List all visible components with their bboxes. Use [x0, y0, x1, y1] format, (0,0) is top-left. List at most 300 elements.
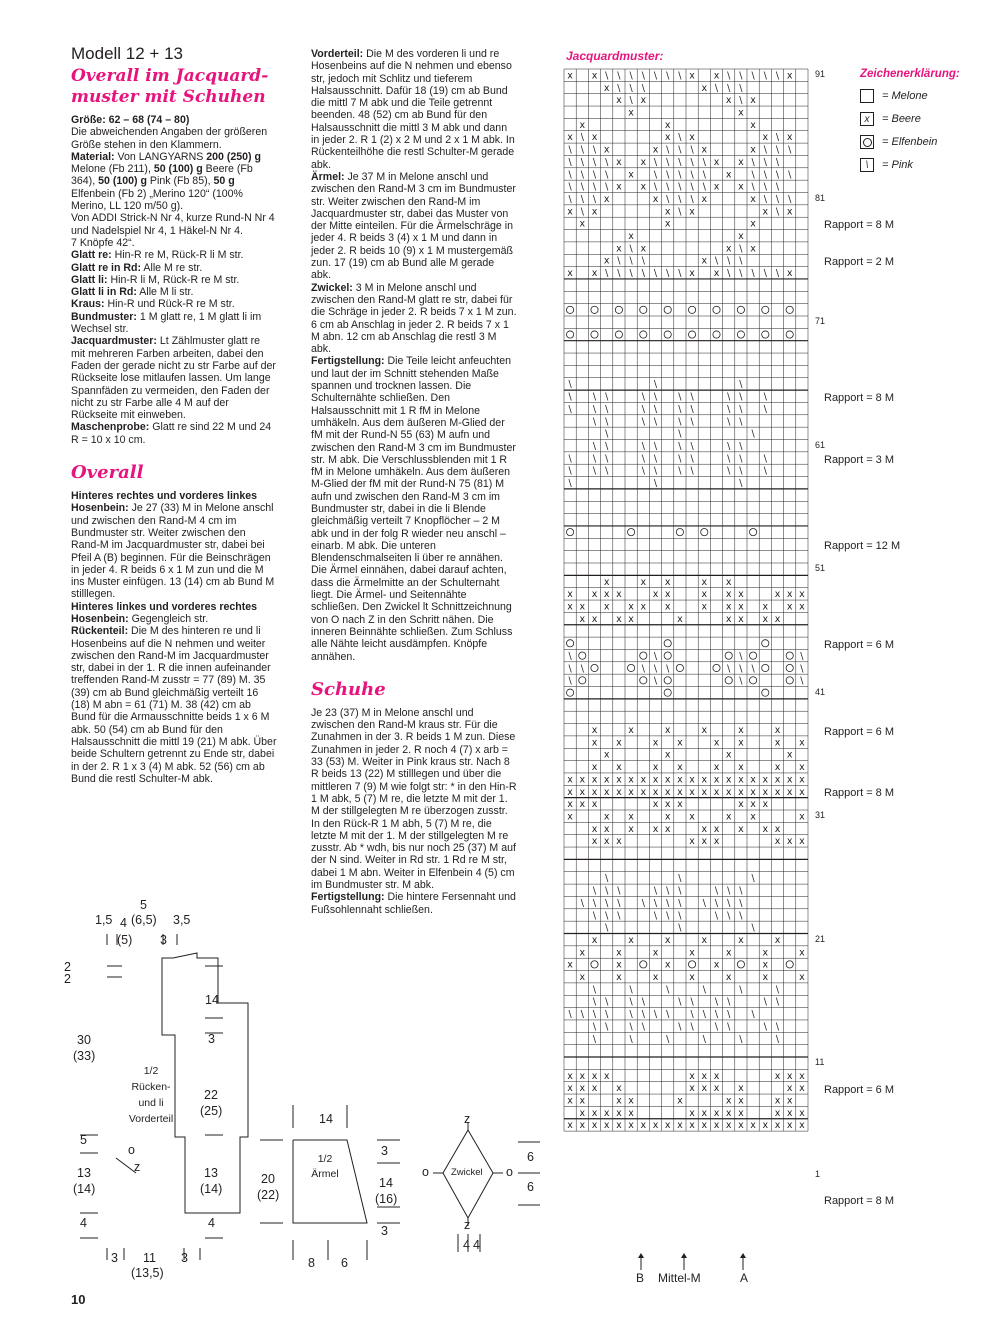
cell-pink: \	[739, 95, 743, 107]
cell-pink: \	[629, 95, 633, 107]
paragraph	[71, 625, 277, 785]
cell-pink: \	[617, 82, 621, 94]
cell-beere: x	[616, 1120, 622, 1132]
front-sleeve-finishing	[311, 48, 517, 663]
cell-pink: \	[641, 255, 645, 267]
cell-beere: x	[750, 144, 756, 156]
left-column	[71, 44, 277, 785]
cell-pink: \	[617, 255, 621, 267]
cell-pink: \	[629, 984, 633, 996]
cell-elfenbein	[567, 529, 574, 536]
cell-pink: \	[629, 1021, 633, 1033]
cell-pink: \	[739, 650, 743, 662]
cell-pink: \	[775, 193, 780, 205]
cell-pink: \	[678, 70, 682, 82]
cell-pink: \	[568, 403, 572, 415]
cell-beere: x	[603, 749, 610, 761]
cell-beere: x	[738, 231, 744, 243]
paragraph-key: Zwickel:	[311, 281, 353, 294]
cell-elfenbein	[664, 689, 671, 696]
arrow-a-label: A	[740, 1271, 749, 1285]
cell-beere: x	[652, 762, 659, 774]
cell-beere: x	[591, 725, 598, 737]
cell-beere: x	[567, 70, 573, 82]
paragraph-key: Maschenprobe:	[71, 421, 150, 434]
cell-pink: \	[653, 268, 658, 280]
cell-pink: \	[678, 206, 682, 218]
paragraph-key: Glatt li in Rd:	[71, 286, 137, 299]
cell-pink: \	[568, 1009, 572, 1021]
cell-elfenbein	[567, 640, 574, 647]
cell-pink: \	[641, 82, 645, 94]
cell-pink: \	[605, 440, 609, 452]
cell-beere: x	[713, 1083, 720, 1095]
cell-pink: \	[580, 132, 584, 144]
cell-beere: x	[616, 972, 622, 984]
dim-30: 30	[77, 1033, 91, 1047]
cell-pink: \	[592, 144, 597, 156]
cell-beere: x	[786, 206, 793, 218]
legend-symbol: x	[860, 112, 874, 126]
cell-beere: x	[640, 601, 647, 613]
cell-beere: x	[750, 119, 756, 131]
cell-beere: x	[664, 576, 671, 588]
paragraph-text: Hin-R und Rück-R re M str.	[104, 298, 235, 311]
cell-beere: x	[786, 268, 793, 280]
cell-pink: \	[678, 922, 682, 934]
cell-pink: \	[568, 169, 572, 181]
cell-beere: x	[616, 836, 622, 848]
cell-pink: \	[763, 453, 767, 465]
cell-pink: \	[653, 478, 658, 490]
cell-pink: \	[653, 181, 658, 193]
cell-pink: \	[653, 416, 658, 428]
cell-beere: x	[689, 70, 695, 82]
bold-run: 50 (100) g	[153, 163, 203, 176]
cell-pink: \	[739, 416, 743, 428]
paragraph	[71, 274, 277, 286]
paragraph-key: Hinteres rechtes und vorderes linkes Hosenbein:	[71, 490, 258, 515]
buttons-text: 7 Knöpfe 42“.	[71, 236, 135, 249]
sleeve-dim-3b: 3	[381, 1224, 388, 1238]
cell-pink: \	[605, 885, 609, 897]
cell-pink: \	[666, 897, 670, 909]
cell-beere: x	[762, 1120, 769, 1132]
cell-pink: \	[653, 910, 658, 922]
paragraph-text: Alle M re str.	[141, 261, 203, 274]
row-number: 21	[815, 933, 826, 944]
paragraph-text: Gegengleich str.	[128, 612, 209, 625]
piece-label-3: und li	[138, 1097, 164, 1109]
cell-beere: x	[738, 1083, 744, 1095]
cell-pink: \	[605, 897, 609, 909]
cell-beere: x	[677, 774, 683, 786]
cell-pink: \	[775, 984, 780, 996]
cell-pink: \	[629, 1033, 633, 1045]
cell-pink: \	[653, 379, 658, 391]
bold-run: 50 (100) g	[98, 175, 147, 188]
paragraph	[311, 171, 517, 282]
dim-4: 4	[120, 916, 127, 930]
paragraph-key: Vorderteil:	[311, 48, 364, 60]
cell-elfenbein	[579, 652, 586, 659]
cell-beere: x	[567, 1120, 573, 1132]
cell-beere: x	[799, 836, 805, 848]
cell-beere: x	[725, 1120, 732, 1132]
cell-beere: x	[786, 1083, 793, 1095]
cell-elfenbein	[786, 652, 793, 659]
paragraph-key: Kraus:	[71, 298, 105, 311]
cell-pink: \	[727, 82, 731, 94]
cell-pink: \	[678, 193, 682, 205]
cell-pink: \	[702, 1033, 706, 1045]
cell-beere: x	[567, 786, 573, 798]
cell-pink: \	[568, 391, 572, 403]
cell-beere: x	[579, 1095, 586, 1107]
cell-pink: \	[678, 144, 682, 156]
cell-beere: x	[701, 725, 708, 737]
cell-pink: \	[775, 144, 780, 156]
gusset-z-bottom: z	[464, 1218, 471, 1232]
cell-beere: x	[677, 799, 683, 811]
paragraph	[311, 282, 517, 356]
cell-pink: \	[763, 169, 767, 181]
cell-pink: \	[678, 440, 682, 452]
cell-beere: x	[640, 576, 647, 588]
paragraph-text: Die M des vorderen li und re Hosenbeins auf die N nehmen und ebenso str, jedoch mit Schlitz und tieferem Halsausschnitt. Dafür 18 (19) cm ab Bund die mittl 7 M abk und die Teile getrennt beenden. 48 (52) cm ab Bund für den Halsausschnitt die mittl 3 M abk und dann in jeder 2. R 1 (2) x 2 M und 2 x 1 M abk. In Rückenteilhöhe die restl Schulter-M gerade abk.	[311, 48, 515, 171]
sleeve-dim-16: (16)	[375, 1192, 398, 1206]
cell-beere: x	[664, 823, 671, 835]
paragraph-key: Glatt li:	[71, 273, 108, 286]
cell-pink: \	[568, 478, 572, 490]
cell-elfenbein	[689, 331, 696, 338]
cell-beere: x	[567, 206, 573, 218]
gusset-label: Zwickel	[451, 1167, 483, 1178]
cell-beere: x	[640, 774, 647, 786]
cell-pink: \	[580, 206, 584, 218]
cell-beere: x	[799, 1070, 805, 1082]
cell-beere: x	[786, 774, 793, 786]
cell-pink: \	[568, 465, 572, 477]
cell-pink: \	[592, 193, 597, 205]
cell-beere: x	[664, 934, 671, 946]
cell-pink: \	[763, 268, 767, 280]
cell-beere: x	[738, 774, 744, 786]
row-number: 91	[815, 69, 826, 79]
cell-beere: x	[738, 107, 744, 119]
cell-beere: x	[725, 811, 732, 823]
cell-beere: x	[713, 786, 720, 798]
cell-pink: \	[568, 453, 572, 465]
cell-beere: x	[738, 762, 744, 774]
cell-beere: x	[774, 1070, 781, 1082]
legend-symbol: \	[860, 158, 874, 172]
cell-elfenbein	[762, 640, 769, 647]
sleeve-dim-3a: 3	[381, 1144, 388, 1158]
cell-beere: x	[567, 1095, 573, 1107]
cell-pink: \	[690, 996, 694, 1008]
cell-pink: \	[666, 663, 670, 675]
cell-pink: \	[666, 885, 670, 897]
cell-beere: x	[591, 268, 598, 280]
dim-13-5: (13,5)	[131, 1266, 164, 1280]
cell-pink: \	[580, 144, 584, 156]
jacquard-chart	[561, 66, 811, 1256]
cell-beere: x	[774, 774, 781, 786]
cell-beere: x	[786, 749, 793, 761]
cell-beere: x	[725, 243, 732, 255]
cell-pink: \	[605, 465, 609, 477]
cell-beere: x	[725, 613, 732, 625]
cell-elfenbein	[762, 331, 769, 338]
cell-beere: x	[616, 1107, 622, 1119]
cell-beere: x	[579, 799, 586, 811]
cell-pink: \	[727, 1021, 731, 1033]
paragraph-key: Ärmel:	[311, 170, 345, 183]
cell-beere: x	[603, 774, 610, 786]
page-number: 10	[71, 1292, 86, 1307]
cell-beere: x	[799, 589, 805, 601]
cell-beere: x	[762, 206, 769, 218]
rapport-label: Rapport = 3 M	[824, 453, 895, 466]
cell-pink: \	[629, 82, 633, 94]
cell-elfenbein	[689, 306, 696, 313]
cell-pink: \	[605, 1021, 609, 1033]
cell-beere: x	[689, 268, 695, 280]
sleeve-dim-20: 20	[261, 1172, 275, 1186]
cell-beere: x	[713, 1070, 720, 1082]
paragraph	[71, 311, 277, 336]
cell-pink: \	[629, 255, 633, 267]
cell-beere: x	[713, 181, 720, 193]
cell-beere: x	[725, 576, 732, 588]
cell-beere: x	[664, 601, 671, 613]
cell-pink: \	[666, 268, 670, 280]
cell-beere: x	[664, 206, 671, 218]
cell-pink: \	[666, 910, 670, 922]
cell-pink: \	[763, 144, 767, 156]
cell-pink: \	[739, 243, 743, 255]
cell-pink: \	[751, 156, 755, 168]
cell-elfenbein	[676, 664, 683, 671]
sleeve-label-1: 1/2	[317, 1153, 333, 1165]
cell-pink: \	[678, 403, 682, 415]
cell-beere: x	[689, 206, 695, 218]
cell-pink: \	[605, 403, 609, 415]
rapport-label: Rapport = 8 M	[824, 1194, 895, 1207]
paragraph	[71, 490, 277, 601]
cell-pink: \	[605, 428, 609, 440]
cell-pink: \	[580, 193, 584, 205]
cell-elfenbein	[786, 331, 793, 338]
piece-label-2: Rücken-	[131, 1081, 171, 1093]
dim-5-left: 5	[80, 1133, 87, 1147]
cell-beere: x	[701, 836, 708, 848]
cell-pink: \	[568, 144, 572, 156]
cell-beere: x	[603, 144, 610, 156]
cell-elfenbein	[786, 961, 793, 968]
cell-pink: \	[678, 169, 682, 181]
cell-beere: x	[701, 774, 708, 786]
cell-beere: x	[591, 589, 598, 601]
paragraph	[71, 421, 277, 446]
row-number: 1	[815, 1168, 821, 1179]
cell-beere: x	[591, 613, 598, 625]
cell-pink: \	[739, 391, 743, 403]
cell-pink: \	[653, 663, 658, 675]
cell-pink: \	[678, 132, 682, 144]
cell-elfenbein	[737, 961, 744, 968]
cell-beere: x	[725, 972, 732, 984]
cell-beere: x	[652, 589, 659, 601]
cell-elfenbein	[640, 306, 647, 313]
cell-pink: \	[653, 897, 658, 909]
cell-beere: x	[664, 119, 671, 131]
cell-pink: \	[592, 391, 597, 403]
sleeve-dim-8: 8	[308, 1256, 315, 1270]
cell-elfenbein	[640, 677, 647, 684]
cell-beere: x	[713, 1120, 720, 1132]
cell-beere: x	[616, 613, 622, 625]
cell-beere: x	[774, 737, 781, 749]
cell-pink: \	[739, 82, 743, 94]
cell-beere: x	[738, 1107, 744, 1119]
cell-beere: x	[664, 1120, 671, 1132]
cell-beere: x	[603, 1107, 610, 1119]
cell-pink: \	[653, 169, 658, 181]
cell-pink: \	[727, 897, 731, 909]
cell-beere: x	[628, 601, 634, 613]
cell-pink: \	[653, 440, 658, 452]
dim-25: (25)	[200, 1104, 223, 1118]
cell-pink: \	[714, 1009, 719, 1021]
cell-pink: \	[678, 416, 682, 428]
cell-pink: \	[714, 885, 719, 897]
cell-elfenbein	[713, 664, 720, 671]
cell-beere: x	[628, 811, 634, 823]
cell-pink: \	[592, 897, 597, 909]
cell-beere: x	[567, 589, 573, 601]
cell-beere: x	[579, 613, 586, 625]
cell-beere: x	[738, 1095, 744, 1107]
cell-beere: x	[652, 947, 659, 959]
cell-pink: \	[653, 465, 658, 477]
cell-beere: x	[591, 786, 598, 798]
cell-beere: x	[591, 70, 598, 82]
definitions	[71, 249, 277, 446]
cell-pink: \	[775, 181, 780, 193]
cell-elfenbein	[567, 689, 574, 696]
gusset-dim-4b: 4	[473, 1238, 480, 1252]
cell-beere: x	[579, 218, 586, 230]
cell-beere: x	[762, 132, 769, 144]
cell-beere: x	[774, 725, 781, 737]
cell-elfenbein	[701, 529, 708, 536]
legend-title: Zeichenerklärung:	[860, 68, 960, 80]
cell-beere: x	[677, 786, 683, 798]
legend-item	[860, 111, 960, 127]
point-o: o	[128, 1143, 135, 1157]
legend	[860, 68, 960, 180]
cell-beere: x	[567, 268, 573, 280]
paragraph-key: Fertigstellung:	[311, 891, 385, 904]
cell-beere: x	[652, 799, 659, 811]
cell-elfenbein	[664, 640, 671, 647]
cell-beere: x	[762, 799, 769, 811]
dim-3-bottom-a: 3	[111, 1251, 118, 1265]
cell-beere: x	[713, 762, 720, 774]
cell-beere: x	[603, 1070, 610, 1082]
cell-beere: x	[652, 786, 659, 798]
cell-pink: \	[653, 70, 658, 82]
cell-pink: \	[592, 984, 597, 996]
cell-elfenbein	[664, 652, 671, 659]
cell-pink: \	[702, 181, 706, 193]
cell-beere: x	[713, 156, 720, 168]
cell-elfenbein	[640, 961, 647, 968]
legend-item	[860, 88, 960, 104]
cell-pink: \	[580, 897, 584, 909]
cell-pink: \	[739, 465, 743, 477]
cell-beere: x	[799, 774, 805, 786]
cell-pink: \	[763, 403, 767, 415]
legend-label: = Pink	[882, 159, 913, 171]
legend-symbol	[860, 135, 874, 149]
cell-pink: \	[666, 1033, 670, 1045]
cell-beere: x	[750, 95, 756, 107]
cell-elfenbein	[591, 306, 598, 313]
cell-pink: \	[690, 156, 694, 168]
cell-pink: \	[751, 922, 755, 934]
cell-pink: \	[727, 465, 731, 477]
cell-beere: x	[774, 762, 781, 774]
cell-pink: \	[678, 181, 682, 193]
cell-pink: \	[641, 996, 645, 1008]
cell-beere: x	[701, 786, 708, 798]
cell-pink: \	[641, 1009, 645, 1021]
cell-pink: \	[690, 181, 694, 193]
paragraph-text: Je 27 (33) M in Melone anschl und zwischen den Rand-M 4 cm im Bundmuster str. Weiter zwischen den Rand-M im Jacquardmuster str, dabei bei Pfeil A (B) beginnen. Für die Beinschrägen in jeder 4. R beids 6 x 1 M zun und die M ins Muster einfügen. 13 (14) cm ab Bund M stilllegen.	[71, 502, 275, 601]
cell-beere: x	[664, 749, 671, 761]
cell-pink: \	[592, 416, 597, 428]
cell-pink: \	[800, 650, 804, 662]
cell-elfenbein	[591, 331, 598, 338]
cell-pink: \	[653, 391, 658, 403]
cell-pink: \	[702, 169, 706, 181]
paragraph-text: Die Teile leicht anfeuchten und laut der im Schnitt stehenden Maße spannen und trocknen lassen. Die Schulternähte schließen. Den Halsausschnitt mit 1 R fM in Melone umhäkeln. Aus dem äußeren M-Glied der fM mit der Rund-N 55 (63) M aufn und zwischen den Rand-M 3 cm im Bundmuster str. M abk. Die Verschlussblenden mit 1 R fM in Melone umhäkeln. Aus dem äußeren M-Glied der fM mit der Rund-N 75 (81) M aufn und zwischen den Rand-M 3 cm im Bundmuster str, dabei in die li Blende gleichmäßig verteilt 7 Knopflöcher – 2 M abk und in der folg R wieder neu anschl – einarb. M abk. Die unteren Blendenschmalseiten li über re annähen. Die Ärmel einnähen, dabei darauf achten, dass die Ärmelmitte an der Schulternaht liegt. Die Ärmel- und Seitennähte schließen. Den Zwickel lt Schnittzeichnung von O nach Z in den Schritt nähen. Die inneren Beinnähte schließen. Zum Schluss alle Nähte leicht ausdämpfen. Knöpfe annähen.	[311, 355, 516, 663]
cell-pink: \	[751, 268, 755, 280]
text-run: Beere (Fb 364),	[71, 163, 253, 188]
cell-beere: x	[725, 589, 732, 601]
title-line-2: muster mit Schuhen	[71, 87, 266, 107]
dim-2b: 2	[64, 972, 71, 986]
cell-pink: \	[727, 403, 731, 415]
cell-pink: \	[690, 453, 694, 465]
cell-beere: x	[774, 934, 781, 946]
cell-beere: x	[579, 786, 586, 798]
cell-beere: x	[567, 811, 573, 823]
cell-beere: x	[799, 1083, 805, 1095]
cell-beere: x	[603, 836, 610, 848]
cell-pink: \	[605, 181, 609, 193]
cell-pink: \	[775, 1033, 780, 1045]
cell-beere: x	[689, 1107, 695, 1119]
paragraph	[311, 355, 517, 662]
cell-beere: x	[664, 811, 671, 823]
cell-beere: x	[689, 774, 695, 786]
cell-beere: x	[799, 601, 805, 613]
cell-beere: x	[689, 132, 695, 144]
